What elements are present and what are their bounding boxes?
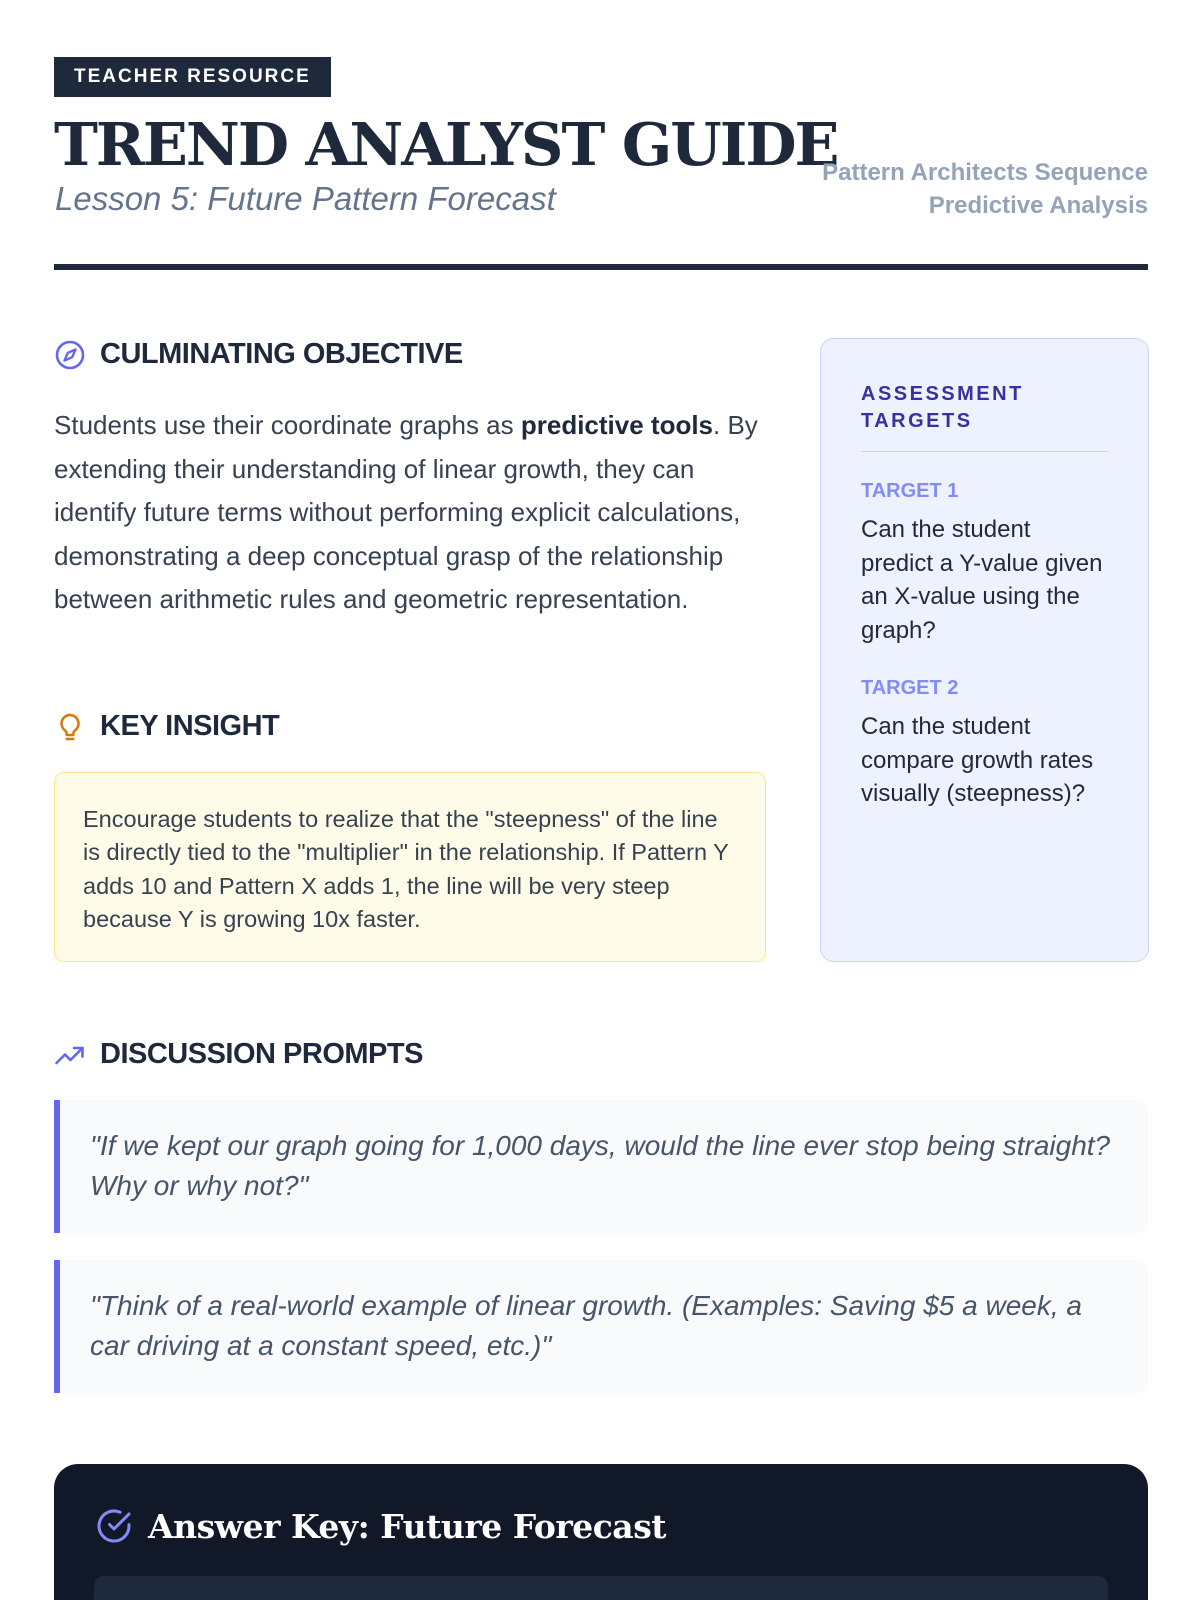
target-2-text: Can the student compare growth rates visually (steepness)?	[861, 713, 1094, 807]
check-circle-icon	[94, 1506, 134, 1546]
assessment-heading: ASSESSMENT TARGETS	[861, 381, 1108, 452]
answer-key-title: Answer Key: Future Forecast	[148, 1506, 667, 1546]
target-2-label: TARGET 2	[861, 677, 959, 699]
insight-heading-label: KEY INSIGHT	[100, 710, 280, 742]
lightbulb-icon	[54, 711, 86, 743]
sequence-meta	[822, 156, 1148, 222]
target-1-text: Can the student predict a Y-value given an X-value using the graph?	[861, 516, 1103, 644]
discussion-prompt: "If we kept our graph going for 1,000 days, would the line ever stop being straight? Why or why not?"	[54, 1100, 1148, 1233]
lesson-subtitle: Lesson 5: Future Pattern Forecast	[55, 180, 556, 217]
objective-heading	[54, 338, 463, 371]
analysis-type: Predictive Analysis	[928, 192, 1148, 219]
answer-key-heading	[94, 1506, 666, 1546]
compass-icon	[54, 339, 86, 371]
discussion-heading	[54, 1038, 423, 1071]
key-insight-box: Encourage students to realize that the "steepness" of the line is directly tied to the "multiplier" in the relationship. If Pattern Y adds 10 and Pattern X adds 1, the line will be very steep because Y is growing 10x faster.	[54, 772, 766, 962]
assessment-targets-panel	[820, 338, 1149, 962]
insight-heading	[54, 710, 279, 743]
answer-key-card	[54, 1464, 1148, 1600]
teacher-resource-badge: TEACHER RESOURCE	[54, 57, 331, 97]
trending-up-icon	[54, 1039, 86, 1071]
answer-key-content	[94, 1576, 1108, 1600]
objective-text: Students use their coordinate graphs as predictive tools. By extending their understanding of linear growth, they can identify future terms without performing explicit calculations, demonstrating a deep conceptual grasp of the relationship between arithmetic rules and geometric representation.	[54, 410, 758, 614]
header-divider	[54, 264, 1148, 270]
objective-bold-phrase: predictive tools	[520, 410, 714, 440]
discussion-heading-label: DISCUSSION PROMPTS	[100, 1038, 423, 1070]
objective-heading-label: CULMINATING OBJECTIVE	[100, 338, 463, 370]
discussion-prompt: "Think of a real-world example of linear growth. (Examples: Saving $5 a week, a car driving at a constant speed, etc.)"	[54, 1260, 1148, 1393]
target-1-label: TARGET 1	[861, 480, 959, 502]
sequence-name: Pattern Architects Sequence	[822, 159, 1148, 186]
page-title: TREND ANALYST GUIDE	[54, 110, 838, 179]
